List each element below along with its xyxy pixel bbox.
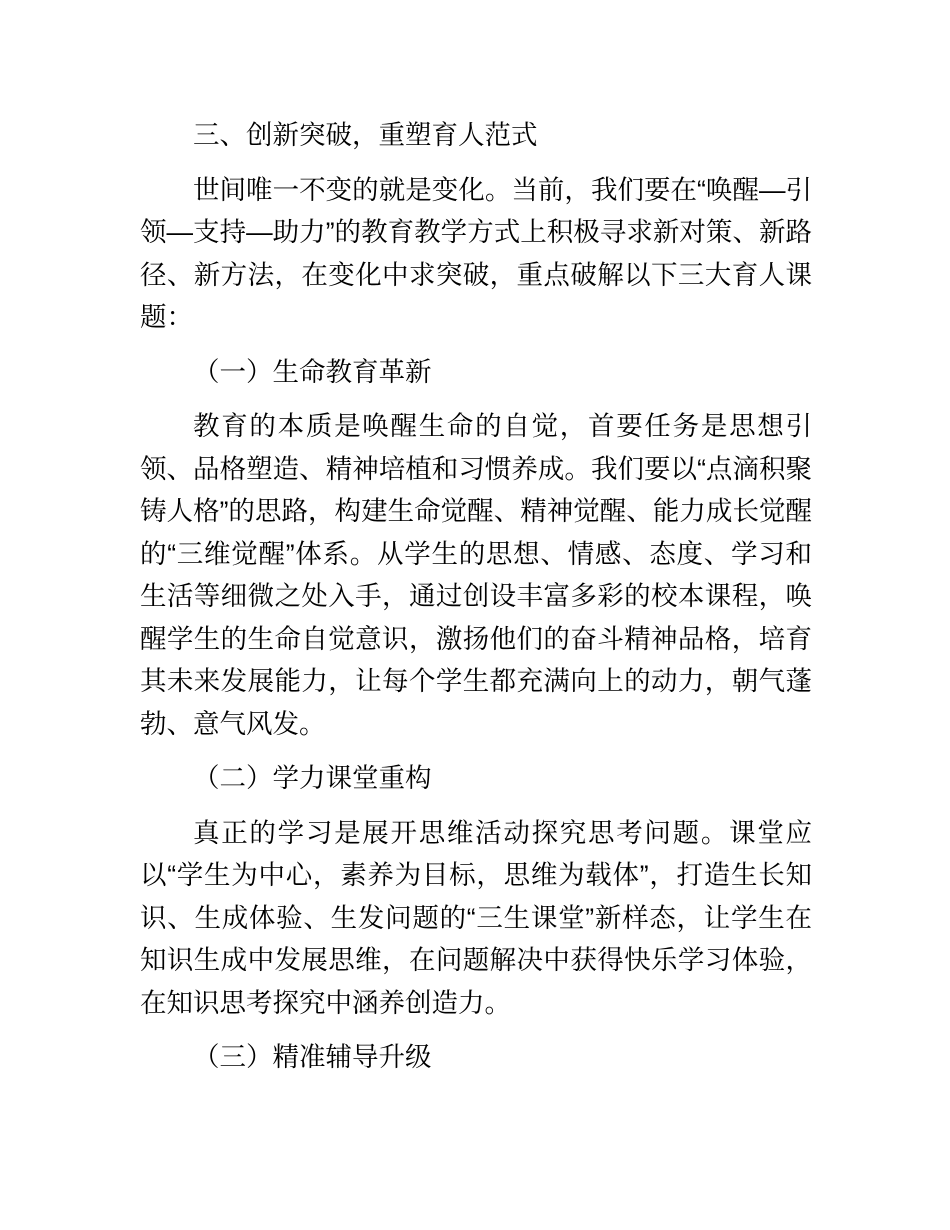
subsection-heading-precision-tutoring: （三）精准辅导升级 [193, 1042, 432, 1072]
paragraph-life-education: 教育的本质是唤醒生命的自觉，首要任务是思想引领、品格塑造、精神培植和习惯养成。我们要以“点滴积聚铸人格”的思路，构建生命觉醒、精神觉醒、能力成长觉醒的“三维觉醒”体系。从学生的思想、情感、态度、学习和生活等细微之处入手，通过创设丰富多彩的校本课程，唤醒学生的生命自觉意识，激扬他们的奋斗精神品格，培育其未来发展能力，让每个学生都充满向上的动力，朝气蓬勃、意气风发。 [140, 411, 812, 739]
section-heading-innovation: 三、创新突破，重塑育人范式 [193, 120, 538, 150]
paragraph-learning-classroom: 真正的学习是展开思维活动探究思考问题。课堂应以“学生为中心，素养为目标，思维为载体”，打造生长知识、生成体验、生发问题的“三生课堂”新样态，让学生在知识生成中发展思维，在问题解决中获得快乐学习体验，在知识思考探究中涵养创造力。 [140, 817, 812, 1018]
subsection-heading-learning-classroom: （二）学力课堂重构 [193, 763, 432, 793]
subsection-heading-life-education: （一）生命教育革新 [193, 356, 432, 387]
paragraph-intro: 世间唯一不变的就是变化。当前，我们要在“唤醒—引领—支持—助力”的教育教学方式上积极寻求新对策、新路径、新方法，在变化中求突破，重点破解以下三大育人课题： [140, 174, 812, 332]
document-body [140, 114, 812, 1079]
